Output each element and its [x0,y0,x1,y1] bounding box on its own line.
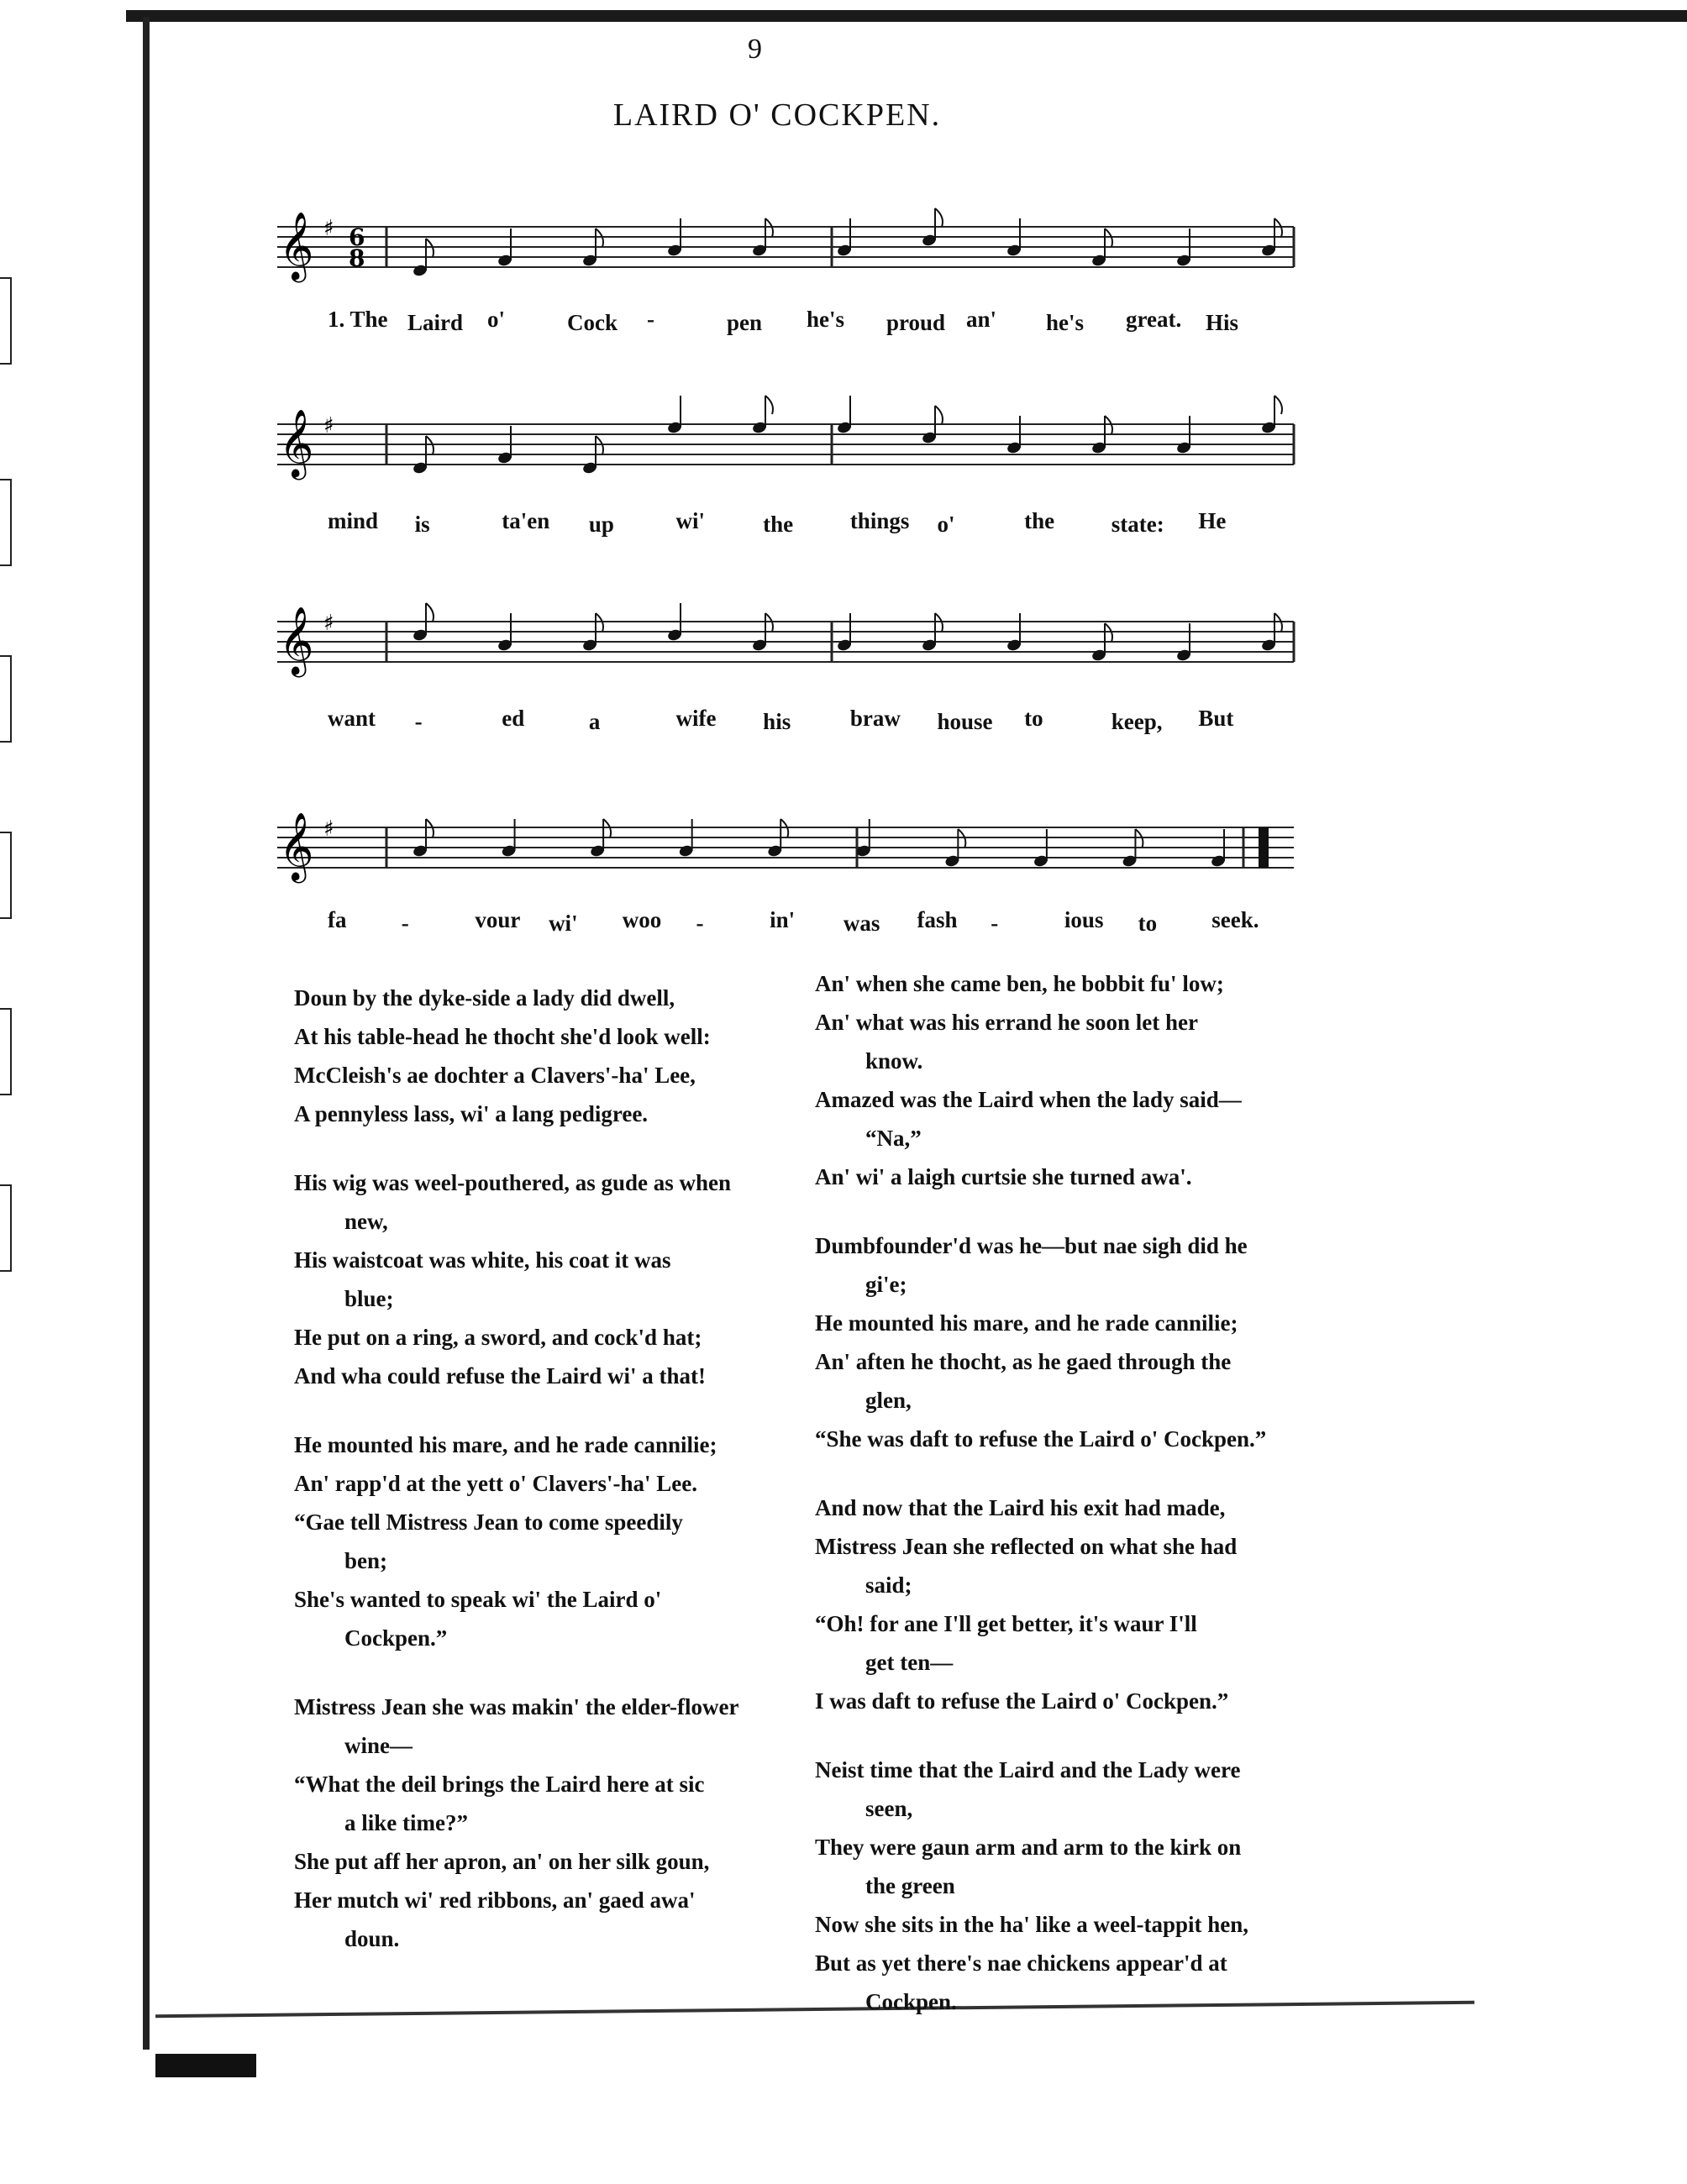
left-margin-marks [0,0,10,2184]
verse-line: know. [865,1048,923,1074]
margin-tick [0,655,12,743]
verse-line: His waistcoat was white, his coat it was [294,1247,671,1273]
verse [294,1163,832,1395]
note-flag [1274,396,1282,414]
lyric-syllable: want [328,706,376,731]
margin-tick [0,1008,12,1095]
verse-line: Mistress Jean she was makin' the elder-flower [294,1694,739,1719]
verse-line: “Na,” [865,1126,922,1151]
verse-line: An' aften he thocht, as he gaed through the [815,1349,1232,1374]
treble-clef-icon: 𝄞 [279,811,314,880]
verse-line: “Oh! for ane I'll get better, it's waur I'll [815,1611,1197,1636]
lyric-syllable: mind [328,508,379,533]
lyric-syllable: was [843,911,880,936]
lyric-syllable: - [401,911,409,936]
verse [815,964,1353,1196]
verse-line: seen, [865,1796,913,1821]
lyric-syllable: - [647,307,654,332]
margin-tick [0,277,12,365]
verse-line: An' when she came ben, he bobbit fu' low; [815,971,1224,996]
lyric-syllable: - [696,911,704,936]
staff-notation [277,391,1302,517]
lyric-syllable: He [1198,508,1227,533]
lyric-syllable: braw [849,706,901,731]
lyric-syllable: his [763,709,791,734]
lyric-syllable: the [763,512,794,537]
lyric-syllable: wi' [675,508,706,533]
sharp-icon: ♯ [323,413,334,438]
staff-system-4 [277,794,1302,987]
verse-line: I was daft to refuse the Laird o' Cockpen.” [815,1688,1229,1714]
verse-line: He put on a ring, a sword, and cock'd hat; [294,1325,702,1350]
lyric-syllable: to [1138,911,1158,936]
lyric-syllable: o' [937,512,955,537]
lyric-syllable: vour [475,907,521,932]
staff-system-2 [277,391,1302,584]
note-flag [426,603,434,622]
lyric-syllable: things [849,508,910,533]
treble-clef-icon: 𝄞 [279,606,314,675]
note-flag [765,396,773,414]
treble-clef-icon: 𝄞 [279,211,314,280]
staff-notation [277,794,1302,920]
verse-line: “What the deil brings the Laird here at sic [294,1772,705,1797]
margin-tick [0,479,12,566]
verse [815,1751,1353,2021]
page-edge-left [143,17,150,2050]
verse [294,1425,832,1657]
sharp-icon: ♯ [323,216,334,241]
verse-line: glen, [865,1388,912,1413]
verse-line: McCleish's ae dochter a Clavers'-ha' Lee, [294,1063,696,1088]
verse-line: Doun by the dyke-side a lady did dwell, [294,985,675,1011]
verse-line: Amazed was the Laird when the lady said— [815,1087,1242,1112]
lyric-syllable: fash [917,907,958,932]
sharp-icon: ♯ [323,816,334,842]
staff-notation [277,588,1302,714]
lyric-syllable: in' [770,907,796,932]
lyric-syllable: is [414,512,430,537]
verse-line: wine— [344,1733,413,1758]
verse-line: Mistress Jean she reflected on what she had [815,1534,1238,1559]
verse-line: gi'e; [865,1272,907,1297]
lyric-syllable: But [1198,706,1234,731]
lyric-syllable: up [588,512,614,537]
verse-line: They were gaun arm and arm to the kirk on [815,1835,1242,1860]
lyric-syllable: house [937,709,993,734]
lyric-syllable: pen [727,310,763,335]
lyric-syllable: to [1024,706,1043,731]
staff-system-1 [277,193,1302,386]
verse-line: the green [865,1873,955,1898]
lyric-syllable: fa [328,907,347,932]
note-flag [935,406,943,424]
lyric-syllable: wife [675,706,717,731]
lyric-syllable: state: [1111,512,1164,537]
verse-line: But as yet there's nae chickens appear'd at [815,1950,1227,1976]
verse-line: She put aff her apron, an' on her silk goun, [294,1849,710,1874]
verse-line: An' wi' a laigh curtsie she turned awa'. [815,1164,1192,1189]
lyric-syllable: o' [487,307,506,332]
verse [815,1488,1353,1720]
song-title: LAIRD O' COCKPEN. [612,97,942,133]
verse-line: “Gae tell Mistress Jean to come speedily [294,1509,683,1535]
verses-left-column [294,979,832,1988]
verse-line: ben; [344,1548,388,1573]
lyric-syllable: - [991,911,999,936]
verse-line: said; [865,1572,912,1598]
lyric-syllable: proud [886,310,946,335]
final-barline [1259,827,1269,868]
verses-right-column [815,964,1353,2051]
verse-line: Dumbfounder'd was he—but nae sigh did he [815,1233,1248,1258]
verse-line: Her mutch wi' red ribbons, an' gaed awa' [294,1887,696,1913]
verse-line: An' what was his errand he soon let her [815,1010,1199,1035]
staff-system-3 [277,588,1302,781]
verse-line: Cockpen. [865,1989,957,2014]
verse-line: a like time?” [344,1810,468,1835]
lyric-syllable: woo [622,907,662,932]
lyric-syllable: His [1206,310,1239,335]
lyric-line [277,508,1302,542]
lyric-syllable: Laird [407,310,464,335]
verse-line: And wha could refuse the Laird wi' a that! [294,1363,707,1389]
sharp-icon: ♯ [323,611,334,636]
page-edge-top [126,10,1687,22]
lyric-syllable: ious [1064,907,1104,932]
verse-line: She's wanted to speak wi' the Laird o' [294,1587,662,1612]
lyric-syllable: ed [502,706,525,731]
verse [294,979,832,1133]
verse-line: doun. [344,1926,400,1951]
page-number: 9 [748,34,762,65]
staff-notation [277,193,1302,319]
lyric-syllable: seek. [1211,907,1259,932]
lyric-syllable: wi' [549,911,578,936]
lyric-syllable: an' [966,307,997,332]
lyric-syllable: a [588,709,601,734]
margin-tick [0,832,12,919]
verse-line: Neist time that the Laird and the Lady were [815,1757,1241,1782]
verse-line: An' rapp'd at the yett o' Clavers'-ha' Lee. [294,1471,697,1496]
lyric-syllable: he's [807,307,845,332]
lyric-line [277,907,1302,941]
verse [815,1226,1353,1458]
verse-line: blue; [344,1286,394,1311]
verse-line: His wig was weel-pouthered, as gude as when [294,1170,732,1195]
verse-line: He mounted his mare, and he rade cannilie; [815,1310,1238,1336]
lyric-syllable: he's [1046,310,1085,335]
lyric-line [277,706,1302,739]
time-signature-denominator: 8 [349,244,365,272]
treble-clef-icon: 𝄞 [279,408,314,477]
verse-line: Now she sits in the ha' like a weel-tappit hen, [815,1912,1249,1937]
lyric-syllable: Cock [567,310,618,335]
verse-line: And now that the Laird his exit had made, [815,1495,1226,1520]
verse-line: He mounted his mare, and he rade cannilie; [294,1432,717,1457]
verse-line: At his table-head he thocht she'd look well: [294,1024,711,1049]
page-corner-mark [155,2054,256,2077]
lyric-syllable: 1. The [328,307,388,332]
lyric-syllable: great. [1126,307,1182,332]
lyric-syllable: keep, [1111,709,1163,734]
time-signature-numerator: 6 [349,223,365,251]
verse-line: A pennyless lass, wi' a lang pedigree. [294,1101,649,1126]
lyric-syllable: - [414,709,423,734]
verse-line: Cockpen.” [344,1625,448,1651]
margin-tick [0,1184,12,1272]
lyric-syllable: ta'en [502,508,550,533]
lyric-syllable: the [1024,508,1055,533]
verse-line: new, [344,1209,388,1234]
lyric-line [277,307,1302,340]
note-flag [935,208,943,227]
verse-line: “She was daft to refuse the Laird o' Cockpen.” [815,1426,1267,1452]
verse [294,1688,832,1958]
verse-line: get ten— [865,1650,954,1675]
